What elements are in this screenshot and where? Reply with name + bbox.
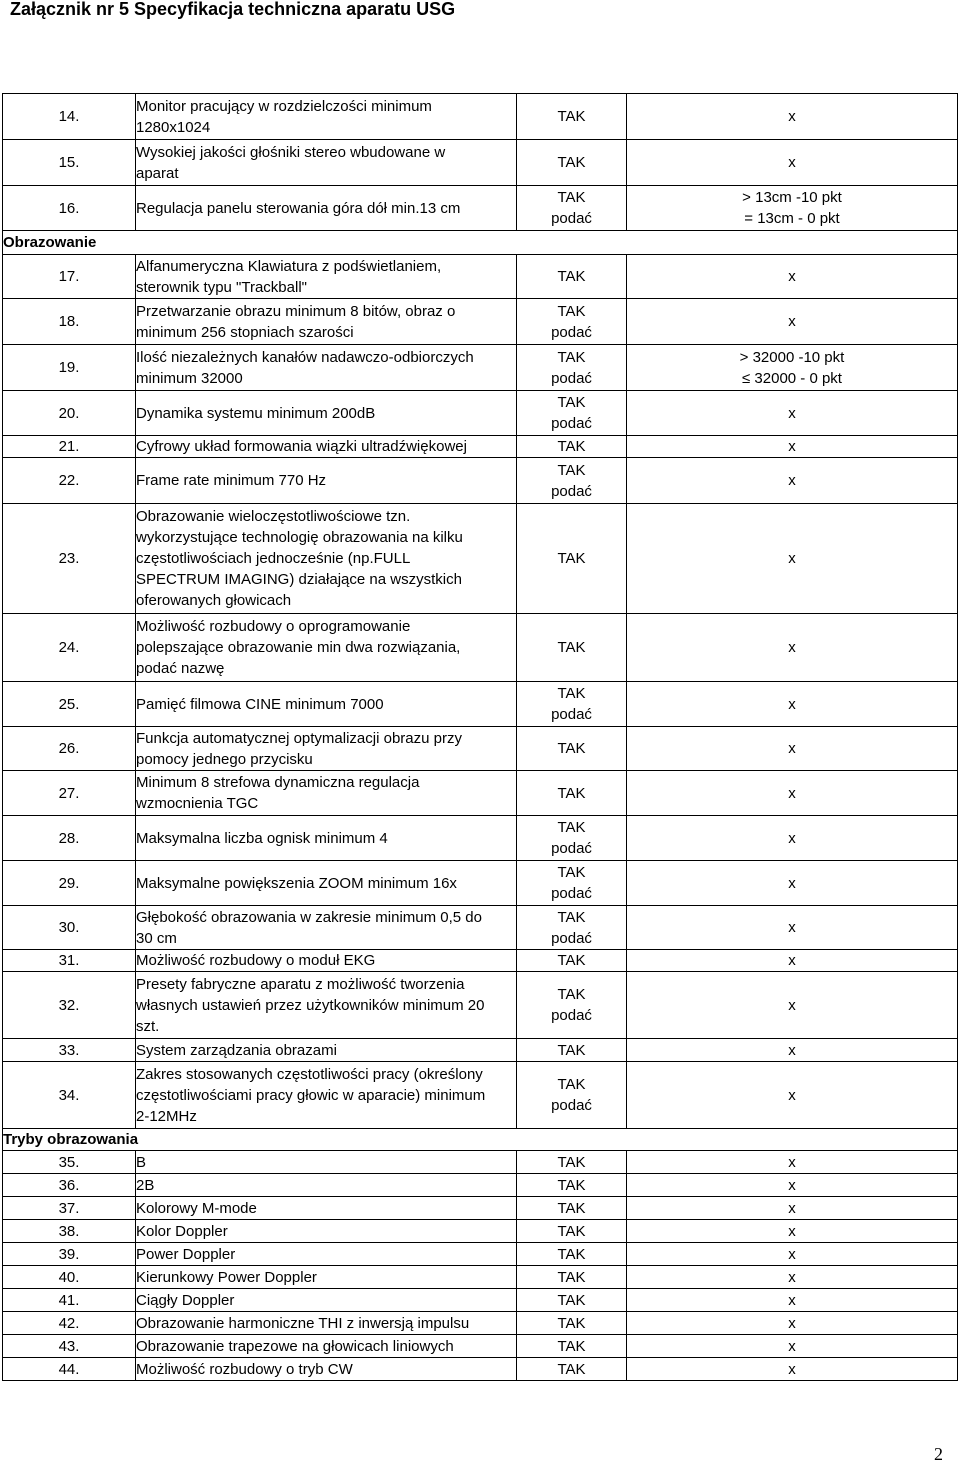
requirement-cell — [517, 1197, 627, 1220]
requirement-cell-line: TAK — [557, 461, 586, 479]
evaluation-cell — [627, 906, 958, 950]
requirement-cell-line: TAK — [557, 784, 586, 802]
evaluation-cell — [627, 950, 958, 972]
section-heading: Obrazowanie — [3, 231, 958, 255]
table-row — [3, 1039, 958, 1062]
evaluation-cell — [627, 345, 958, 391]
evaluation-cell — [627, 1197, 958, 1220]
item-number: 42. — [3, 1312, 136, 1335]
requirement-cell — [517, 436, 627, 458]
item-number: 30. — [3, 906, 136, 950]
table-row — [3, 1289, 958, 1312]
item-description-line: oferowanych głowicach — [136, 592, 292, 609]
item-number: 34. — [3, 1062, 136, 1129]
item-description-line: częstotliwościami pracy głowic w aparacie) minimum — [136, 1086, 486, 1104]
specification-table — [2, 93, 958, 1381]
requirement-cell-line: TAK — [557, 952, 586, 969]
table-row — [3, 504, 958, 614]
requirement-cell-line: TAK — [557, 1222, 586, 1240]
requirement-cell-line: podać — [551, 482, 592, 500]
requirement-cell-line: TAK — [557, 394, 586, 411]
item-description — [136, 771, 517, 816]
item-number: 31. — [3, 950, 136, 972]
item-description — [136, 861, 517, 906]
item-number: 32. — [3, 972, 136, 1039]
requirement-cell — [517, 1243, 627, 1266]
requirement-cell — [517, 906, 627, 950]
evaluation-cell-line: x — [788, 1291, 796, 1309]
evaluation-cell — [627, 614, 958, 682]
item-number: 22. — [3, 458, 136, 504]
evaluation-cell — [627, 1039, 958, 1062]
requirement-cell-line: TAK — [557, 1245, 586, 1263]
item-number: 38. — [3, 1220, 136, 1243]
item-number: 43. — [3, 1335, 136, 1358]
requirement-cell-line: TAK — [557, 1314, 586, 1332]
evaluation-cell — [627, 94, 958, 140]
requirement-cell-line: TAK — [557, 740, 586, 757]
evaluation-cell — [627, 1289, 958, 1312]
item-description-line: Kolor Doppler — [136, 1222, 228, 1240]
table-row — [3, 1062, 958, 1129]
requirement-cell-line: TAK — [557, 1153, 586, 1171]
table-row — [3, 1266, 958, 1289]
item-description-line: Wysokiej jakości głośniki stereo wbudowane w — [136, 143, 446, 161]
evaluation-cell-line: x — [788, 154, 796, 171]
table-row — [3, 771, 958, 816]
requirement-cell — [517, 186, 627, 231]
requirement-cell-line: podać — [551, 840, 592, 857]
requirement-cell — [517, 94, 627, 140]
item-description-line: Power Doppler — [136, 1245, 236, 1263]
item-number: 39. — [3, 1243, 136, 1266]
table-row — [3, 682, 958, 727]
table-row — [3, 1197, 958, 1220]
item-description — [136, 1312, 517, 1335]
evaluation-cell — [627, 972, 958, 1039]
requirement-cell-line: TAK — [557, 438, 586, 455]
requirement-cell-line: TAK — [557, 1041, 586, 1059]
evaluation-cell-line: x — [788, 1222, 796, 1240]
table-row — [3, 140, 958, 186]
item-description-line: Kolorowy M-mode — [136, 1199, 257, 1217]
item-description-line: Kierunkowy Power Doppler — [136, 1268, 317, 1286]
item-description-line: B — [136, 1153, 147, 1171]
item-description-line: 1280x1024 — [136, 118, 211, 136]
item-description-line: Obrazowanie harmoniczne THI z inwersją impulsu — [136, 1314, 470, 1332]
requirement-cell — [517, 391, 627, 436]
item-description — [136, 1289, 517, 1312]
evaluation-cell-line: x — [788, 874, 796, 892]
item-number: 18. — [3, 299, 136, 345]
requirement-cell-line: TAK — [557, 1076, 586, 1093]
table-row — [3, 458, 958, 504]
item-description-line: Ilość niezależnych kanałów nadawczo-odbiorczych — [136, 348, 474, 366]
evaluation-cell-line: > 32000 -10 pkt — [739, 348, 845, 366]
item-description-line: Cyfrowy układ formowania wiązki ultradźwiękowej — [136, 438, 467, 455]
item-description-line: własnych ustawień przez użytkowników minimum 20 — [136, 996, 485, 1014]
requirement-cell — [517, 614, 627, 682]
requirement-cell-line: podać — [551, 323, 592, 341]
specification-table-body — [3, 94, 958, 1381]
item-number: 23. — [3, 504, 136, 614]
requirement-cell-line: TAK — [557, 550, 586, 567]
evaluation-cell-line: x — [788, 1245, 796, 1263]
item-description-line: Możliwość rozbudowy o oprogramowanie — [136, 618, 411, 635]
item-description-line: wzmocnienia TGC — [136, 795, 259, 812]
requirement-cell-line: TAK — [557, 864, 586, 881]
item-description-line: Monitor pracujący w rozdzielczości minimum — [136, 97, 432, 115]
evaluation-cell — [627, 861, 958, 906]
requirement-cell-line: TAK — [557, 986, 586, 1003]
item-description — [136, 816, 517, 861]
table-row — [3, 816, 958, 861]
requirement-cell — [517, 682, 627, 727]
item-description — [136, 255, 517, 299]
requirement-cell-line: podać — [551, 929, 592, 947]
table-row — [3, 861, 958, 906]
table-row — [3, 1312, 958, 1335]
item-number: 16. — [3, 186, 136, 231]
item-description-line: Przetwarzanie obrazu minimum 8 bitów, obraz o — [136, 302, 456, 320]
evaluation-cell-line: > 13cm -10 pkt — [742, 189, 842, 206]
requirement-cell-line: podać — [551, 210, 592, 227]
evaluation-cell — [627, 727, 958, 771]
table-row — [3, 1151, 958, 1174]
item-number: 21. — [3, 436, 136, 458]
evaluation-cell — [627, 1174, 958, 1197]
requirement-cell-line: TAK — [557, 268, 586, 285]
evaluation-cell — [627, 1243, 958, 1266]
evaluation-cell-line: x — [788, 740, 796, 757]
table-row — [3, 950, 958, 972]
evaluation-cell-line: x — [788, 404, 796, 422]
evaluation-cell-line: x — [788, 1199, 796, 1217]
item-description-line: Możliwość rozbudowy o tryb CW — [136, 1360, 353, 1378]
requirement-cell — [517, 771, 627, 816]
item-description — [136, 1151, 517, 1174]
requirement-cell-line: TAK — [557, 108, 586, 125]
item-description-line: Regulacja panelu sterowania góra dół min.13 cm — [136, 199, 461, 217]
evaluation-cell-line: x — [788, 108, 796, 125]
requirement-cell — [517, 816, 627, 861]
evaluation-cell — [627, 1358, 958, 1381]
item-description — [136, 1174, 517, 1197]
evaluation-cell-line: x — [788, 695, 796, 713]
item-description-line: częstotliwościach jednocześnie (np.FULL — [136, 550, 411, 567]
evaluation-cell — [627, 1312, 958, 1335]
evaluation-cell-line: x — [788, 1360, 796, 1378]
evaluation-cell — [627, 186, 958, 231]
requirement-cell-line: TAK — [557, 189, 586, 206]
requirement-cell-line: podać — [551, 1007, 592, 1024]
table-row — [3, 436, 958, 458]
item-description — [136, 345, 517, 391]
evaluation-cell-line: x — [788, 1314, 796, 1332]
evaluation-cell-line: ≤ 32000 - 0 pkt — [742, 369, 842, 387]
table-row — [3, 1174, 958, 1197]
table-row — [3, 299, 958, 345]
requirement-cell-line: TAK — [557, 1337, 586, 1355]
requirement-cell-line: TAK — [557, 302, 586, 320]
section-row — [3, 231, 958, 255]
item-number: 28. — [3, 816, 136, 861]
requirement-cell — [517, 950, 627, 972]
item-description — [136, 1039, 517, 1062]
requirement-cell-line: podać — [551, 706, 592, 723]
item-description — [136, 1062, 517, 1129]
item-number: 36. — [3, 1174, 136, 1197]
item-description — [136, 186, 517, 231]
requirement-cell — [517, 1312, 627, 1335]
evaluation-cell-line: x — [788, 313, 796, 330]
item-description — [136, 458, 517, 504]
evaluation-cell — [627, 458, 958, 504]
evaluation-cell — [627, 682, 958, 727]
requirement-cell — [517, 1358, 627, 1381]
requirement-cell-line: podać — [551, 885, 592, 902]
requirement-cell — [517, 1220, 627, 1243]
item-description-line: Pamięć filmowa CINE minimum 7000 — [136, 695, 384, 713]
item-description — [136, 1220, 517, 1243]
section-row — [3, 1129, 958, 1151]
item-description-line: System zarządzania obrazami — [136, 1041, 337, 1059]
item-description-line: 2B — [136, 1176, 155, 1194]
table-row — [3, 972, 958, 1039]
evaluation-cell — [627, 816, 958, 861]
evaluation-cell — [627, 504, 958, 614]
table-row — [3, 255, 958, 299]
item-description — [136, 1197, 517, 1220]
requirement-cell-line: TAK — [557, 639, 586, 656]
evaluation-cell-line: x — [788, 784, 796, 802]
evaluation-cell — [627, 140, 958, 186]
evaluation-cell — [627, 299, 958, 345]
item-number: 44. — [3, 1358, 136, 1381]
item-description — [136, 140, 517, 186]
item-description-line: Dynamika systemu minimum 200dB — [136, 404, 376, 422]
item-number: 26. — [3, 727, 136, 771]
item-description-line: 2-12MHz — [136, 1107, 197, 1125]
item-description — [136, 906, 517, 950]
requirement-cell — [517, 1039, 627, 1062]
requirement-cell-line: TAK — [557, 819, 586, 836]
item-description-line: 30 cm — [136, 929, 177, 947]
item-description-line: aparat — [136, 164, 179, 182]
requirement-cell-line: TAK — [557, 908, 586, 926]
evaluation-cell — [627, 1220, 958, 1243]
item-description — [136, 614, 517, 682]
item-description-line: minimum 256 stopniach szarości — [136, 323, 354, 341]
item-description — [136, 436, 517, 458]
item-description-line: Maksymalna liczba ognisk minimum 4 — [136, 829, 388, 847]
requirement-cell — [517, 504, 627, 614]
item-description-line: Minimum 8 strefowa dynamiczna regulacja — [136, 774, 420, 791]
requirement-cell — [517, 458, 627, 504]
requirement-cell-line: TAK — [557, 1291, 586, 1309]
evaluation-cell — [627, 1151, 958, 1174]
requirement-cell-line: TAK — [557, 1176, 586, 1194]
item-description — [136, 727, 517, 771]
table-row — [3, 906, 958, 950]
evaluation-cell-line: x — [788, 268, 796, 285]
requirement-cell-line: podać — [551, 369, 592, 387]
table-row — [3, 614, 958, 682]
requirement-cell-line: TAK — [557, 348, 586, 366]
item-number: 24. — [3, 614, 136, 682]
requirement-cell — [517, 861, 627, 906]
evaluation-cell-line: x — [788, 996, 796, 1014]
item-description-line: sterownik typu "Trackball" — [136, 278, 307, 296]
item-description-line: Obrazowanie wieloczęstotliwościowe tzn. — [136, 508, 411, 525]
requirement-cell-line: TAK — [557, 154, 586, 171]
requirement-cell-line: podać — [551, 1097, 592, 1114]
evaluation-cell-line: = 13cm - 0 pkt — [744, 210, 840, 227]
item-description — [136, 1335, 517, 1358]
table-row — [3, 345, 958, 391]
requirement-cell-line: podać — [551, 415, 592, 432]
item-number: 15. — [3, 140, 136, 186]
item-number: 27. — [3, 771, 136, 816]
requirement-cell — [517, 727, 627, 771]
requirement-cell — [517, 1266, 627, 1289]
item-description-line: Funkcja automatycznej optymalizacji obrazu przy — [136, 729, 462, 747]
evaluation-cell-line: x — [788, 1337, 796, 1355]
item-description-line: podać nazwę — [136, 660, 225, 677]
item-description — [136, 94, 517, 140]
evaluation-cell-line: x — [788, 438, 796, 455]
item-number: 14. — [3, 94, 136, 140]
requirement-cell — [517, 299, 627, 345]
requirement-cell — [517, 972, 627, 1039]
item-description — [136, 1243, 517, 1266]
evaluation-cell-line: x — [788, 1041, 796, 1059]
item-number: 33. — [3, 1039, 136, 1062]
item-description-line: Frame rate minimum 770 Hz — [136, 472, 327, 489]
item-description — [136, 682, 517, 727]
item-description — [136, 504, 517, 614]
requirement-cell — [517, 1062, 627, 1129]
requirement-cell-line: TAK — [557, 685, 586, 702]
table-row — [3, 1220, 958, 1243]
item-number: 41. — [3, 1289, 136, 1312]
item-description-line: Presety fabryczne aparatu z możliwość tworzenia — [136, 975, 465, 993]
item-description-line: szt. — [136, 1017, 160, 1035]
item-description-line: Głębokość obrazowania w zakresie minimum 0,5 do — [136, 908, 482, 926]
evaluation-cell-line: x — [788, 919, 796, 936]
document-title: Załącznik nr 5 Specyfikacja techniczna aparatu USG — [10, 0, 456, 19]
evaluation-cell — [627, 771, 958, 816]
item-description-line: SPECTRUM IMAGING) działające na wszystkich — [136, 571, 462, 588]
item-description-line: Ciągły Doppler — [136, 1291, 235, 1309]
item-description — [136, 972, 517, 1039]
requirement-cell-line: TAK — [557, 1268, 586, 1286]
evaluation-cell-line: x — [788, 550, 796, 567]
evaluation-cell — [627, 1266, 958, 1289]
table-row — [3, 1335, 958, 1358]
item-description — [136, 1358, 517, 1381]
evaluation-cell — [627, 391, 958, 436]
requirement-cell — [517, 1174, 627, 1197]
item-description — [136, 950, 517, 972]
requirement-cell — [517, 1335, 627, 1358]
item-number: 37. — [3, 1197, 136, 1220]
requirement-cell — [517, 1151, 627, 1174]
table-row — [3, 391, 958, 436]
item-number: 35. — [3, 1151, 136, 1174]
evaluation-cell-line: x — [788, 1086, 796, 1104]
item-description-line: pomocy jednego przycisku — [136, 750, 313, 768]
item-description-line: Możliwość rozbudowy o moduł EKG — [136, 952, 376, 969]
table-row — [3, 727, 958, 771]
item-number: 20. — [3, 391, 136, 436]
evaluation-cell — [627, 436, 958, 458]
table-row — [3, 186, 958, 231]
item-number: 25. — [3, 682, 136, 727]
section-heading: Tryby obrazowania — [3, 1129, 958, 1151]
table-row — [3, 1243, 958, 1266]
evaluation-cell — [627, 255, 958, 299]
item-description-line: Maksymalne powiększenia ZOOM minimum 16x — [136, 874, 457, 892]
item-number: 29. — [3, 861, 136, 906]
evaluation-cell-line: x — [788, 639, 796, 656]
item-description-line: polepszające obrazowanie min dwa rozwiązania, — [136, 639, 461, 656]
item-description — [136, 299, 517, 345]
item-number: 40. — [3, 1266, 136, 1289]
evaluation-cell-line: x — [788, 952, 796, 969]
item-description-line: minimum 32000 — [136, 369, 243, 387]
evaluation-cell-line: x — [788, 1268, 796, 1286]
evaluation-cell-line: x — [788, 1153, 796, 1171]
evaluation-cell-line: x — [788, 1176, 796, 1194]
item-number: 19. — [3, 345, 136, 391]
item-description-line: wykorzystujące technologię obrazowania na kilku — [136, 529, 463, 546]
requirement-cell — [517, 140, 627, 186]
item-number: 17. — [3, 255, 136, 299]
requirement-cell — [517, 255, 627, 299]
table-row — [3, 94, 958, 140]
table-row — [3, 1358, 958, 1381]
item-description — [136, 391, 517, 436]
page-number: 2 — [934, 1444, 943, 1464]
item-description-line: Obrazowanie trapezowe na głowicach liniowych — [136, 1337, 454, 1355]
evaluation-cell — [627, 1062, 958, 1129]
requirement-cell-line: TAK — [557, 1199, 586, 1217]
requirement-cell-line: TAK — [557, 1360, 586, 1378]
item-description-line: Zakres stosowanych częstotliwości pracy (określony — [136, 1065, 483, 1083]
evaluation-cell-line: x — [788, 472, 796, 489]
evaluation-cell-line: x — [788, 829, 796, 847]
item-description — [136, 1266, 517, 1289]
item-description-line: Alfanumeryczna Klawiatura z podświetlaniem, — [136, 257, 442, 275]
evaluation-cell — [627, 1335, 958, 1358]
requirement-cell — [517, 1289, 627, 1312]
requirement-cell — [517, 345, 627, 391]
